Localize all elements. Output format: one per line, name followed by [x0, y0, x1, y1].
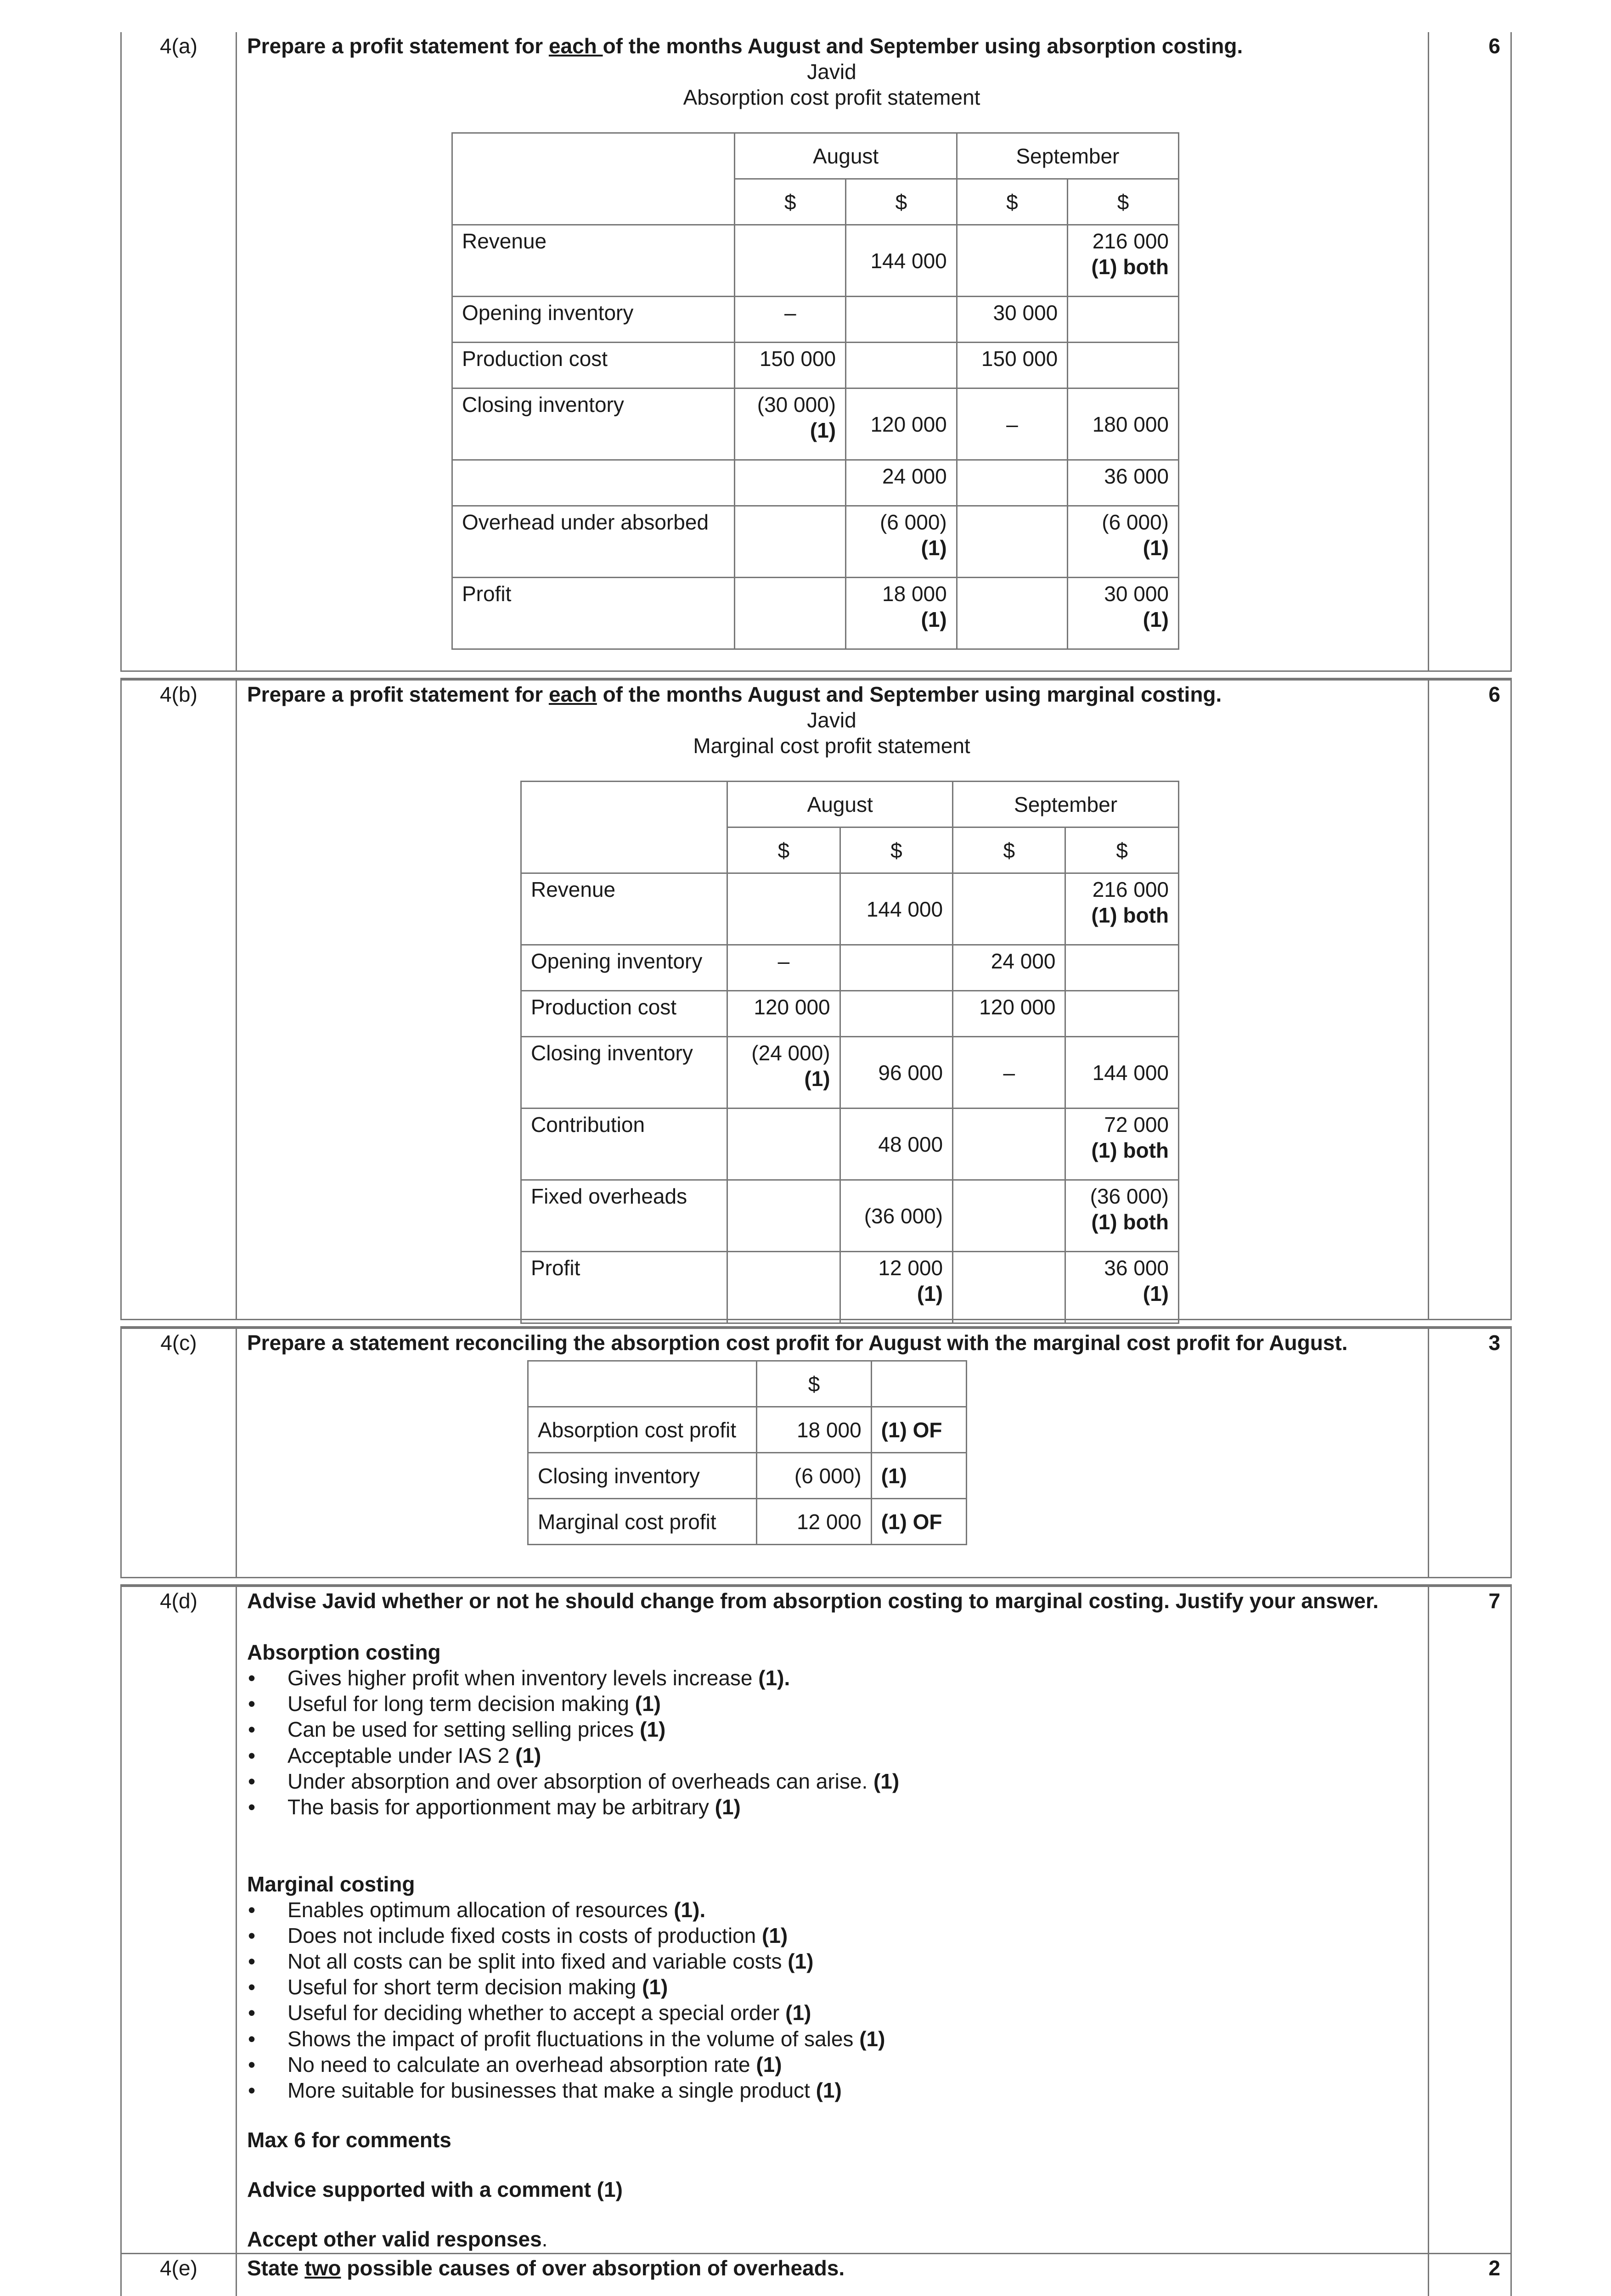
table-row [452, 225, 1179, 297]
absorption-heading: Absorption costing [247, 1640, 441, 1665]
list-item: • Does not include fixed costs in costs of production (1) [247, 1923, 1416, 1948]
cell: 30 000 [957, 297, 1067, 343]
question-number: 4(c) [122, 1329, 237, 1577]
cell: (6 000) (1) [846, 506, 957, 578]
cell [727, 1180, 840, 1252]
cell: – [727, 945, 840, 991]
question-marks: 6 [1428, 32, 1510, 670]
max-note: Max 6 for comments [247, 2127, 451, 2152]
list-item: • Useful for deciding whether to accept a special order (1) [247, 2000, 1416, 2026]
cell: 144 000 [840, 873, 952, 945]
question-4a-row [120, 32, 1512, 672]
mark-scheme-page [120, 32, 1512, 2296]
cell: – [957, 388, 1067, 460]
cell: 96 000 [840, 1037, 952, 1109]
row-label: Opening inventory [521, 945, 727, 991]
cell: 18 000 [757, 1407, 871, 1453]
table-row [521, 1037, 1179, 1109]
table-row [528, 1499, 967, 1545]
row-label: Marginal cost profit [528, 1499, 757, 1545]
cell [953, 873, 1065, 945]
cell: 120 000 [846, 388, 957, 460]
cell [1068, 297, 1179, 343]
cell [957, 578, 1067, 649]
cell: 150 000 [735, 343, 846, 388]
statement-title: Marginal cost profit statement [693, 734, 970, 758]
blank-header-cell [528, 1361, 757, 1407]
marginal-profit-table [520, 781, 1179, 1324]
table-row [452, 506, 1179, 578]
cell: (36 000) (1) both [1065, 1180, 1179, 1252]
cell: 150 000 [957, 343, 1067, 388]
cell: 144 000 [846, 225, 957, 297]
list-item: • The basis for apportionment may be arbitrary (1) [247, 1794, 1416, 1820]
cell: 180 000 [1068, 388, 1179, 460]
cell: (30 000) (1) [735, 388, 846, 460]
cell [727, 873, 840, 945]
cell [846, 297, 957, 343]
list-item: • Gives higher profit when inventory levels increase (1). [247, 1665, 1416, 1691]
blank-header-cell [871, 1361, 966, 1407]
cell [735, 578, 846, 649]
list-item: • Not all costs can be split into fixed and variable costs (1) [247, 1948, 1416, 1974]
currency-header: $ [1068, 179, 1179, 225]
table-row [521, 945, 1179, 991]
cell: 144 000 [1065, 1037, 1179, 1109]
cell: 18 000 (1) [846, 578, 957, 649]
list-item: • Under absorption and over absorption of overheads can arise. (1) [247, 1768, 1416, 1794]
cell: 216 000 (1) both [1065, 873, 1179, 945]
list-item: • Enables optimum allocation of resources (1). [247, 1897, 1416, 1923]
table-row [521, 991, 1179, 1037]
question-4e-row [120, 2254, 1512, 2296]
cell: 72 000 (1) both [1065, 1109, 1179, 1180]
row-label: Closing inventory [452, 388, 735, 460]
question-marks: 3 [1428, 1329, 1510, 1577]
row-label: Absorption cost profit [528, 1407, 757, 1453]
mark-cell: (1) [871, 1453, 966, 1499]
marginal-heading: Marginal costing [247, 1872, 415, 1896]
question-number: 4(e) [122, 2254, 237, 2296]
row-label: Opening inventory [452, 297, 735, 343]
cell [953, 1252, 1065, 1323]
list-item: • No need to calculate an overhead absorption rate (1) [247, 2052, 1416, 2077]
row-label: Profit [521, 1252, 727, 1323]
cell: (36 000) [840, 1180, 952, 1252]
cell [1068, 343, 1179, 388]
reconciliation-table [527, 1360, 967, 1545]
row-label: Profit [452, 578, 735, 649]
statement-owner: Javid [807, 60, 856, 84]
month-header: August [735, 133, 957, 179]
cell: 36 000 [1068, 460, 1179, 506]
cell [1065, 945, 1179, 991]
currency-header: $ [1065, 827, 1179, 873]
cell [953, 1180, 1065, 1252]
cell: – [735, 297, 846, 343]
cell: 30 000 (1) [1068, 578, 1179, 649]
cell: 48 000 [840, 1109, 952, 1180]
list-item: • Shows the impact of profit fluctuations in the volume of sales (1) [247, 2026, 1416, 2052]
row-label: Production cost [521, 991, 727, 1037]
cell [957, 460, 1067, 506]
currency-header: $ [735, 179, 846, 225]
cell [735, 506, 846, 578]
currency-header: $ [727, 827, 840, 873]
month-header: September [953, 782, 1179, 827]
absorption-points-list [247, 1665, 1416, 1820]
row-label: Closing inventory [521, 1037, 727, 1109]
table-row [452, 388, 1179, 460]
cell [957, 506, 1067, 578]
row-label: Overhead under absorbed [452, 506, 735, 578]
month-header: August [727, 782, 953, 827]
cell: – [953, 1037, 1065, 1109]
question-number: 4(a) [122, 32, 237, 670]
cell [727, 1252, 840, 1323]
table-row [452, 460, 1179, 506]
question-text: Prepare a profit statement for each of the months August and September using absorption costing. [247, 34, 1243, 58]
cell [1065, 991, 1179, 1037]
statement-title: Absorption cost profit statement [683, 85, 980, 110]
cell: 24 000 [953, 945, 1065, 991]
blank-header-cell [521, 782, 727, 873]
question-text: Prepare a profit statement for each of the months August and September using marginal costing. [247, 682, 1222, 706]
table-row [521, 1180, 1179, 1252]
accept-note: Accept other valid responses. [247, 2227, 548, 2251]
currency-header: $ [840, 827, 952, 873]
currency-header: $ [957, 179, 1067, 225]
cell: 36 000 (1) [1065, 1252, 1179, 1323]
question-text: Prepare a statement reconciling the absorption cost profit for August with the marginal cost profit for August. [247, 1331, 1348, 1355]
cell: (24 000) (1) [727, 1037, 840, 1109]
blank-header-cell [452, 133, 735, 225]
currency-header: $ [757, 1361, 871, 1407]
table-row [521, 1109, 1179, 1180]
question-marks: 7 [1428, 1587, 1510, 2253]
row-label: Revenue [452, 225, 735, 297]
cell [735, 460, 846, 506]
table-row [521, 1252, 1179, 1323]
table-row [452, 343, 1179, 388]
row-label: Fixed overheads [521, 1180, 727, 1252]
row-label: Closing inventory [528, 1453, 757, 1499]
table-row [521, 873, 1179, 945]
advice-note: Advice supported with a comment (1) [247, 2177, 623, 2201]
table-row [452, 297, 1179, 343]
cell [840, 991, 952, 1037]
row-label [452, 460, 735, 506]
row-label: Revenue [521, 873, 727, 945]
month-header: September [957, 133, 1178, 179]
question-4b-row [120, 679, 1512, 1320]
cell [735, 225, 846, 297]
question-marks: 6 [1428, 681, 1510, 1319]
cell: (6 000) [757, 1453, 871, 1499]
cell: 120 000 [953, 991, 1065, 1037]
table-row [452, 578, 1179, 649]
mark-cell: (1) OF [871, 1499, 966, 1545]
row-label: Production cost [452, 343, 735, 388]
marginal-points-list [247, 1897, 1416, 2103]
question-text: State two possible causes of over absorption of overheads. [247, 2256, 845, 2280]
question-4d-row [120, 1586, 1512, 2254]
cell: 120 000 [727, 991, 840, 1037]
list-item: • Useful for long term decision making (1) [247, 1691, 1416, 1716]
list-item: • Useful for short term decision making (1) [247, 1974, 1416, 2000]
question-4c-row [120, 1328, 1512, 1578]
mark-cell: (1) OF [871, 1407, 966, 1453]
cell: 12 000 (1) [840, 1252, 952, 1323]
cell: (6 000) (1) [1068, 506, 1179, 578]
cell [840, 945, 952, 991]
list-item: • More suitable for businesses that make a single product (1) [247, 2077, 1416, 2103]
cell [953, 1109, 1065, 1180]
table-row [528, 1407, 967, 1453]
row-label: Contribution [521, 1109, 727, 1180]
cell: 12 000 [757, 1499, 871, 1545]
table-row [528, 1453, 967, 1499]
currency-header: $ [953, 827, 1065, 873]
list-item: • Acceptable under IAS 2 (1) [247, 1743, 1416, 1768]
question-marks: 2 [1428, 2254, 1510, 2296]
list-item: • Can be used for setting selling prices (1) [247, 1716, 1416, 1742]
statement-owner: Javid [807, 708, 856, 732]
currency-header: $ [846, 179, 957, 225]
cell: 24 000 [846, 460, 957, 506]
absorption-profit-table [451, 132, 1179, 650]
question-number: 4(b) [122, 681, 237, 1319]
cell: 216 000 (1) both [1068, 225, 1179, 297]
cell [957, 225, 1067, 297]
question-number: 4(d) [122, 1587, 237, 2253]
cell [727, 1109, 840, 1180]
cell [846, 343, 957, 388]
question-text: Advise Javid whether or not he should change from absorption costing to marginal costing. Justify your answer. [247, 1589, 1379, 1613]
